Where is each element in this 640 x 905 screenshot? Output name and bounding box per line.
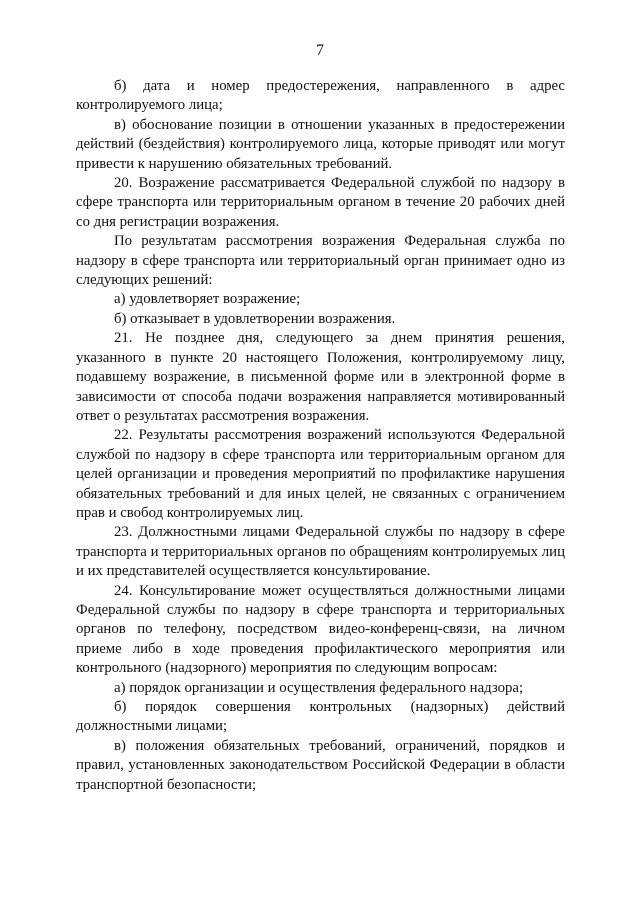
paragraph: 24. Консультирование может осуществляться должностными лицами Федеральной службы по надзору в сфере транспорта и территориальных органов по телефону, посредством видео-конференц-связи, на личном приеме либо в ходе проведения профилактического мероприятия или контрольного (надзорного) мероприятия по следующим вопросам:	[76, 582, 565, 677]
paragraph: а) порядок организации и осуществления федерального надзора;	[114, 679, 524, 696]
paragraph: 21. Не позднее дня, следующего за днем принятия решения, указанного в пункте 20 настоящего Положения, контролируемому лицу, подавшему возражение, в письменной форме или в электронной форме в зависимости от способа подачи возражения направляется мотивированный ответ о результатах рассмотрения возражения.	[76, 330, 565, 424]
paragraph: 23. Должностными лицами Федеральной службы по надзору в сфере транспорта и территориальных органов по обращениям контролируемых лиц и их представителей осуществляется консультирование.	[76, 524, 565, 580]
paragraph: а) удовлетворяет возражение;	[114, 291, 301, 308]
page-number: 7	[316, 42, 324, 59]
paragraph: б) дата и номер предостережения, направленного в адрес контролируемого лица;	[76, 78, 565, 114]
document-body	[76, 77, 565, 795]
paragraph: 20. Возражение рассматривается Федеральной службой по надзору в сфере транспорта или территориальным органом в течение 20 рабочих дней со дня регистрации возражения.	[76, 175, 565, 230]
paragraph: в) положения обязательных требований, ограничений, порядков и правил, установленных законодательством Российской Федерации в области транспортной безопасности;	[76, 737, 565, 793]
paragraph: 22. Результаты рассмотрения возражений используются Федеральной службой по надзору в сфере транспорта или территориальным органом для целей организации и проведения мероприятий по профилактике нарушения обязательных требований и для иных целей, не связанных с ограничением прав и свобод контролируемых лиц.	[76, 427, 565, 521]
paragraph: По результатам рассмотрения возражения Федеральная служба по надзору в сфере транспорта или территориальный орган принимает одно из следующих решений:	[76, 233, 565, 289]
paragraph: б) порядок совершения контрольных (надзорных) действий должностными лицами;	[76, 699, 565, 735]
paragraph: б) отказывает в удовлетворении возражения.	[114, 310, 396, 327]
paragraph: в) обоснование позиции в отношении указанных в предостережении действий (бездействия) контролируемого лица, которые приводят или могут привести к нарушению обязательных требований.	[76, 116, 565, 172]
